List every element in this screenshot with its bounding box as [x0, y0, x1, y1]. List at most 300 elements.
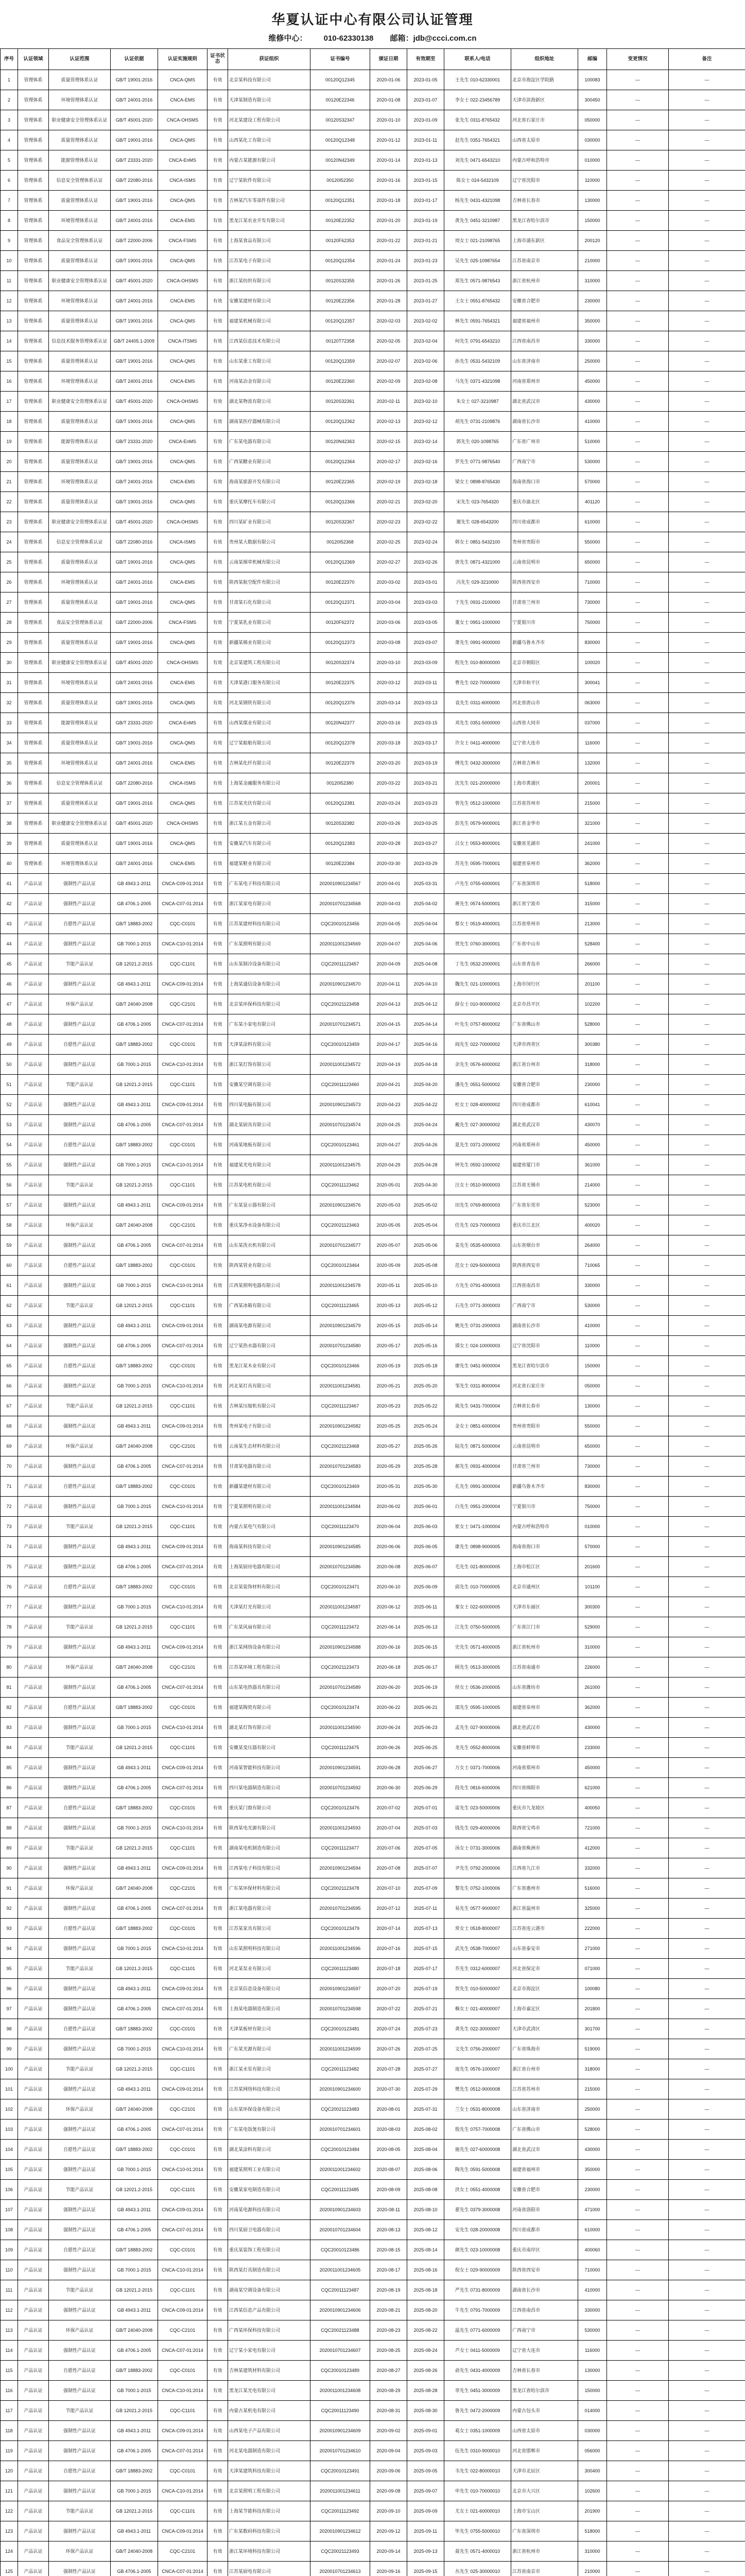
table-cell: — [607, 1778, 669, 1798]
table-cell: 271000 [578, 1939, 607, 1959]
table-cell: 2020-09-12 [370, 2521, 407, 2541]
table-cell: — [607, 492, 669, 512]
table-cell: 有效 [207, 954, 228, 974]
table-cell: 陕西省西安市 [511, 2260, 578, 2280]
table-cell: 75 [1, 1557, 18, 1577]
table-cell: 2020-03-28 [370, 834, 407, 854]
table-cell: 产品认证 [18, 2441, 49, 2461]
table-cell: — [607, 412, 669, 432]
table-cell: 有效 [207, 753, 228, 773]
table-cell: — [669, 2240, 745, 2260]
table-cell: 秦女士 022-60000005 [444, 1597, 511, 1617]
table-cell: 130000 [578, 1396, 607, 1416]
table-cell: 自愿性产品认证 [49, 1477, 111, 1497]
table-cell: 50 [1, 1055, 18, 1075]
table-cell: 有效 [207, 552, 228, 572]
table-cell: 吉林某汽车零部件有限公司 [228, 191, 310, 211]
table-cell: 江西省南昌市 [511, 1276, 578, 1296]
table-cell: CQC-C1101 [158, 1396, 207, 1416]
table-cell: GB 4706.1-2005 [111, 2562, 158, 2576]
table-cell: — [669, 1497, 745, 1517]
table-row [1, 1235, 745, 1256]
table-cell: 山东省潍坊市 [511, 1677, 578, 1698]
table-cell: — [607, 2320, 669, 2341]
table-cell: 管理体系 [18, 512, 49, 532]
table-cell: GB 4706.1-2005 [111, 2341, 158, 2361]
table-cell: 严先生 0731-8000009 [444, 2280, 511, 2300]
table-cell: 2020-07-14 [370, 1919, 407, 1939]
table-cell: 安先生 028-20000008 [444, 2220, 511, 2240]
table-cell: CQC20010123479 [310, 1919, 370, 1939]
table-cell: CNCA-OHSMS [158, 653, 207, 673]
table-cell: 610041 [578, 1095, 607, 1115]
table-row [1, 733, 745, 753]
table-cell: 节能产品认证 [49, 2501, 111, 2521]
table-cell: 有效 [207, 693, 228, 713]
table-row [1, 2039, 745, 2059]
table-row [1, 1436, 745, 1456]
table-cell: 产品认证 [18, 1617, 49, 1637]
table-cell: 山东某洗衣机有限公司 [228, 1235, 310, 1256]
table-cell: 430000 [578, 2140, 607, 2160]
table-cell: 325000 [578, 1899, 607, 1919]
table-cell: CNCA-C07-01:2014 [158, 1677, 207, 1698]
table-cell: — [607, 1637, 669, 1657]
table-cell: 17 [1, 392, 18, 412]
table-cell: 2025-06-05 [407, 1537, 444, 1557]
table-cell: GB 4943.1-2011 [111, 1637, 158, 1657]
table-cell: 81 [1, 1677, 18, 1698]
table-cell: CNCA-C10-01:2014 [158, 934, 207, 954]
table-cell: — [607, 1276, 669, 1296]
table-cell: 2020011001234575 [310, 1155, 370, 1175]
table-cell: 强制性产品认证 [49, 1999, 111, 2019]
table-cell: CQC20011123475 [310, 1738, 370, 1758]
table-cell: 有效 [207, 854, 228, 874]
table-cell: — [607, 934, 669, 954]
table-cell: 00120E22352 [310, 211, 370, 231]
table-cell: CQC20011123492 [310, 2501, 370, 2521]
table-cell: 310000 [578, 1637, 607, 1657]
table-cell: 管理体系 [18, 211, 49, 231]
table-cell: 2025-04-12 [407, 994, 444, 1014]
table-cell: 北京某照明工程有限公司 [228, 2481, 310, 2501]
table-cell: 2020-03-16 [370, 713, 407, 733]
table-cell: 广东省佛山市 [511, 1014, 578, 1035]
table-cell: — [669, 1276, 745, 1296]
table-cell: 产品认证 [18, 2562, 49, 2576]
table-row [1, 1939, 745, 1959]
table-cell: 109 [1, 2240, 18, 2260]
table-cell: 530000 [578, 1296, 607, 1316]
table-cell: 曹先生 022-70000000 [444, 673, 511, 693]
table-cell: 有效 [207, 914, 228, 934]
table-cell: — [607, 1035, 669, 1055]
table-cell: CNCA-EnMS [158, 432, 207, 452]
table-cell: CQC-C2101 [158, 1436, 207, 1456]
table-cell: GB 4943.1-2011 [111, 874, 158, 894]
table-cell: — [607, 130, 669, 150]
table-cell: — [669, 2180, 745, 2200]
table-cell: 318000 [578, 1055, 607, 1075]
table-cell: 89 [1, 1838, 18, 1858]
table-cell: 安徽省芜湖市 [511, 834, 578, 854]
table-cell: 强制性产品认证 [49, 1637, 111, 1657]
table-cell: CQC20011123490 [310, 2401, 370, 2421]
table-cell: 章先生 0451-3000009 [444, 2381, 511, 2401]
table-cell: CQC-C0101 [158, 1798, 207, 1818]
table-cell: CNCA-OHSMS [158, 110, 207, 130]
table-cell: 江苏省连云港市 [511, 1919, 578, 1939]
table-cell: GB 4706.1-2005 [111, 1336, 158, 1356]
table-cell: — [669, 1999, 745, 2019]
table-cell: 强制性产品认证 [49, 2160, 111, 2180]
table-cell: 产品认证 [18, 2220, 49, 2240]
table-row [1, 331, 745, 351]
table-cell: 2023-01-15 [407, 171, 444, 191]
table-cell: 管理体系 [18, 231, 49, 251]
table-cell: 有效 [207, 1979, 228, 1999]
table-cell: — [669, 1436, 745, 1456]
table-cell: 730000 [578, 592, 607, 613]
table-cell: 101100 [578, 1577, 607, 1597]
table-cell: 洪女士 0551-4000008 [444, 2180, 511, 2200]
table-row [1, 2300, 745, 2320]
table-cell: — [607, 110, 669, 130]
table-cell: GB 4943.1-2011 [111, 974, 158, 994]
table-cell: 71 [1, 1477, 18, 1497]
table-cell: GB 7000.1-2015 [111, 1597, 158, 1617]
table-cell: 430070 [578, 1115, 607, 1135]
table-row [1, 854, 745, 874]
table-cell: 有效 [207, 1055, 228, 1075]
table-cell: — [669, 2160, 745, 2180]
table-cell: CNCA-EMS [158, 854, 207, 874]
table-cell: 河北省石家庄市 [511, 110, 578, 130]
table-cell: 2020010901234576 [310, 1195, 370, 1215]
table-cell: 400050 [578, 1798, 607, 1818]
table-row [1, 633, 745, 653]
table-cell: 有效 [207, 994, 228, 1014]
table-cell: 有效 [207, 1416, 228, 1436]
table-cell: 2025-04-24 [407, 1115, 444, 1135]
table-cell: 产品认证 [18, 2160, 49, 2180]
table-cell: 有效 [207, 2320, 228, 2341]
table-cell: 2020-09-02 [370, 2421, 407, 2441]
table-cell: 黑龙江某光电有限公司 [228, 2381, 310, 2401]
table-cell: 有效 [207, 1577, 228, 1597]
table-cell: 42 [1, 894, 18, 914]
table-cell: 2023-02-26 [407, 552, 444, 572]
table-cell: 2025-07-31 [407, 2099, 444, 2120]
table-cell: CQC-C0101 [158, 914, 207, 934]
table-cell: 伍先生 0310-9000010 [444, 2441, 511, 2461]
table-cell: 环境管理体系认证 [49, 371, 111, 392]
table-cell: — [607, 693, 669, 713]
table-cell: 056000 [578, 2441, 607, 2461]
table-row [1, 954, 745, 974]
table-cell: GB/T 22000-2006 [111, 613, 158, 633]
table-cell: — [669, 1175, 745, 1195]
table-cell: 产品认证 [18, 1899, 49, 1919]
table-cell: — [669, 552, 745, 572]
table-cell: GB 12021.2-2015 [111, 1738, 158, 1758]
table-cell: 翟先生 0379-3000008 [444, 2200, 511, 2220]
table-cell: GB/T 23331-2020 [111, 150, 158, 171]
table-cell: 2025-08-14 [407, 2240, 444, 2260]
table-cell: 332000 [578, 1858, 607, 1878]
table-cell: 有效 [207, 251, 228, 271]
table-cell: 产品认证 [18, 2381, 49, 2401]
table-cell: 管理体系 [18, 552, 49, 572]
table-cell: 有效 [207, 613, 228, 633]
table-row [1, 2521, 745, 2541]
table-cell: 2025-09-03 [407, 2441, 444, 2461]
table-cell: 叶先生 0757-8000002 [444, 1014, 511, 1035]
table-cell: 河北某钢铁有限公司 [228, 693, 310, 713]
table-row [1, 2381, 745, 2401]
table-cell: 韦先生 022-80000010 [444, 2461, 511, 2481]
table-cell: 产品认证 [18, 1175, 49, 1195]
table-cell: 84 [1, 1738, 18, 1758]
table-row [1, 2220, 745, 2240]
table-cell: 2020011001234590 [310, 1718, 370, 1738]
table-cell: 罗先生 0771-9876540 [444, 452, 511, 472]
table-row [1, 150, 745, 171]
table-cell: 2025-05-28 [407, 1456, 444, 1477]
table-row [1, 1256, 745, 1276]
table-cell: GB 4706.1-2005 [111, 1778, 158, 1798]
table-cell: 强制性产品认证 [49, 1376, 111, 1396]
table-cell: 00120Q12345 [310, 70, 370, 90]
table-cell: 62 [1, 1296, 18, 1316]
table-cell: GB/T 19001-2016 [111, 633, 158, 653]
table-cell: GB 7000.1-2015 [111, 1718, 158, 1738]
table-cell: 215000 [578, 793, 607, 814]
table-cell: 海南省海口市 [511, 472, 578, 492]
table-cell: GB/T 18883-2002 [111, 1798, 158, 1818]
table-cell: 2020-06-10 [370, 1577, 407, 1597]
table-cell: 23 [1, 512, 18, 532]
table-cell: 00120E22375 [310, 673, 370, 693]
table-cell: — [607, 231, 669, 251]
table-cell: 宁夏银川市 [511, 1497, 578, 1517]
table-cell: 有效 [207, 291, 228, 311]
contact-label: 维修中心： [268, 34, 307, 43]
table-cell: 2023-01-05 [407, 70, 444, 90]
table-cell: 215000 [578, 2079, 607, 2099]
table-cell: 110000 [578, 171, 607, 191]
table-cell: 天津某制造有限公司 [228, 90, 310, 110]
table-cell: GB 4706.1-2005 [111, 1235, 158, 1256]
table-cell: — [607, 90, 669, 110]
table-cell: 海南省海口市 [511, 1537, 578, 1557]
table-cell: 产品认证 [18, 1135, 49, 1155]
table-cell: 210000 [578, 2562, 607, 2576]
table-row [1, 592, 745, 613]
table-cell: 48 [1, 1014, 18, 1035]
table-cell: 有效 [207, 1115, 228, 1135]
table-cell: CNCA-C07-01:2014 [158, 1778, 207, 1798]
table-row [1, 211, 745, 231]
table-row [1, 472, 745, 492]
table-row [1, 2079, 745, 2099]
table-row [1, 2421, 745, 2441]
contact-phone: 010-62330138 [323, 34, 374, 43]
table-cell: 贵州省贵阳市 [511, 532, 578, 552]
table-cell: 唐先生 0871-4321000 [444, 552, 511, 572]
table-cell: 47 [1, 994, 18, 1014]
table-cell: 3 [1, 110, 18, 130]
table-cell: 101 [1, 2079, 18, 2099]
table-cell: 121 [1, 2481, 18, 2501]
table-cell: 河北某建设工程有限公司 [228, 110, 310, 130]
table-cell: 职业健康安全管理体系认证 [49, 271, 111, 291]
table-cell: CNCA-QMS [158, 452, 207, 472]
table-cell: 强制性产品认证 [49, 1899, 111, 1919]
table-cell: 有效 [207, 452, 228, 472]
table-cell: 2020-03-30 [370, 854, 407, 874]
table-cell: CQC-C0101 [158, 2019, 207, 2039]
table-row [1, 1818, 745, 1838]
table-row [1, 1276, 745, 1296]
table-cell: GB 7000.1-2015 [111, 1155, 158, 1175]
table-cell: 安徽某空调有限公司 [228, 1075, 310, 1095]
column-header: 组织地址 [511, 49, 578, 70]
table-cell: 强制性产品认证 [49, 1939, 111, 1959]
table-cell: — [669, 1235, 745, 1256]
table-cell: 318000 [578, 2059, 607, 2079]
table-cell: 甘肃某电器有限公司 [228, 1456, 310, 1477]
table-cell: GB/T 19001-2016 [111, 733, 158, 753]
table-cell: 江西某照明电器有限公司 [228, 1276, 310, 1296]
table-cell: — [669, 1135, 745, 1155]
table-cell: CQC-C1101 [158, 1075, 207, 1095]
table-cell: 2020-02-05 [370, 331, 407, 351]
table-cell: 有效 [207, 2300, 228, 2320]
table-cell: GB/T 19001-2016 [111, 834, 158, 854]
table-cell: 2020-04-01 [370, 874, 407, 894]
table-cell: 2025-07-17 [407, 1959, 444, 1979]
table-cell: 26 [1, 572, 18, 592]
table-cell: 2020-04-21 [370, 1075, 407, 1095]
table-cell: CNCA-QMS [158, 191, 207, 211]
table-cell: 产品认证 [18, 1677, 49, 1698]
table-cell: 2025-07-05 [407, 1838, 444, 1858]
table-cell: 管理体系 [18, 191, 49, 211]
table-cell: CQC20010123484 [310, 2140, 370, 2160]
table-cell: 510000 [578, 432, 607, 452]
table-cell: 信息安全管理体系认证 [49, 171, 111, 191]
table-cell: CQC-C0101 [158, 2240, 207, 2260]
table-cell: 姜先生 0535-6000003 [444, 1235, 511, 1256]
table-cell: 吉林某建筑材料有限公司 [228, 2361, 310, 2381]
table-cell: 570000 [578, 472, 607, 492]
table-cell: 2020010901234606 [310, 2300, 370, 2320]
table-cell: 管理体系 [18, 673, 49, 693]
table-cell: 天津某涂料有限公司 [228, 1035, 310, 1055]
table-cell: 2023-02-16 [407, 452, 444, 472]
table-cell: CQC20011123480 [310, 1959, 370, 1979]
table-cell: GB/T 19001-2016 [111, 191, 158, 211]
table-cell: 有效 [207, 1256, 228, 1276]
table-cell: 有效 [207, 2220, 228, 2240]
table-cell: — [669, 1356, 745, 1376]
table-cell: 吉林省长春市 [511, 2361, 578, 2381]
table-cell: 55 [1, 1155, 18, 1175]
table-row [1, 1878, 745, 1899]
table-cell: GB/T 18883-2002 [111, 1356, 158, 1376]
table-cell: 强制性产品认证 [49, 874, 111, 894]
table-cell: 2025-09-13 [407, 2541, 444, 2562]
table-cell: 2020-06-16 [370, 1637, 407, 1657]
table-cell: 熊先生 0431-7000004 [444, 1396, 511, 1416]
table-row [1, 1095, 745, 1115]
table-cell: 产品认证 [18, 874, 49, 894]
table-cell: GB 12021.2-2015 [111, 1517, 158, 1537]
table-cell: 强制性产品认证 [49, 2481, 111, 2501]
table-cell: 有效 [207, 492, 228, 512]
table-cell: 18 [1, 412, 18, 432]
table-cell: 2020-05-27 [370, 1436, 407, 1456]
table-cell: — [607, 2019, 669, 2039]
table-cell: 产品认证 [18, 2421, 49, 2441]
table-cell: 林先生 0591-7654321 [444, 311, 511, 331]
table-cell: 产品认证 [18, 1517, 49, 1537]
table-cell: 2020-03-06 [370, 613, 407, 633]
table-cell: CNCA-C09-01:2014 [158, 1758, 207, 1778]
table-cell: 2025-04-04 [407, 914, 444, 934]
table-row [1, 1838, 745, 1858]
table-cell: CQC20011123482 [310, 2059, 370, 2079]
table-cell: 上海市黄浦区 [511, 773, 578, 793]
table-row [1, 874, 745, 894]
table-cell: 10 [1, 251, 18, 271]
table-cell: 有效 [207, 371, 228, 392]
table-cell: 产品认证 [18, 1718, 49, 1738]
table-cell: 107 [1, 2200, 18, 2220]
table-cell: 湖北省武汉市 [511, 1718, 578, 1738]
table-cell: 21 [1, 472, 18, 492]
table-cell: 63 [1, 1316, 18, 1336]
table-cell: CQC20011123457 [310, 954, 370, 974]
table-cell: 2025-08-10 [407, 2200, 444, 2220]
table-cell: 安徽某变压器有限公司 [228, 1738, 310, 1758]
table-cell: 2025-05-08 [407, 1256, 444, 1276]
table-cell: 有效 [207, 1959, 228, 1979]
table-cell: 00120Q12362 [310, 412, 370, 432]
table-cell: 甘肃省兰州市 [511, 1456, 578, 1477]
table-cell: — [669, 1035, 745, 1055]
table-cell: 江西某信息产品有限公司 [228, 2300, 310, 2320]
table-cell: 质量管理体系认证 [49, 552, 111, 572]
table-cell: 管理体系 [18, 633, 49, 653]
table-cell: — [607, 2481, 669, 2501]
table-cell: 产品认证 [18, 2099, 49, 2120]
table-cell: 2020-07-26 [370, 2039, 407, 2059]
table-cell: 00120Q12369 [310, 552, 370, 572]
table-cell: 有效 [207, 110, 228, 130]
table-cell: — [607, 1798, 669, 1818]
table-cell: — [669, 1456, 745, 1477]
table-cell: 质量管理体系认证 [49, 633, 111, 653]
table-cell: 河北省石家庄市 [511, 1376, 578, 1396]
table-cell: 650000 [578, 1436, 607, 1456]
table-cell: 毛先生 021-80000005 [444, 1557, 511, 1577]
table-cell: 能源管理体系认证 [49, 150, 111, 171]
table-cell: 80 [1, 1657, 18, 1677]
table-cell: 天津市北辰区 [511, 2461, 578, 2481]
